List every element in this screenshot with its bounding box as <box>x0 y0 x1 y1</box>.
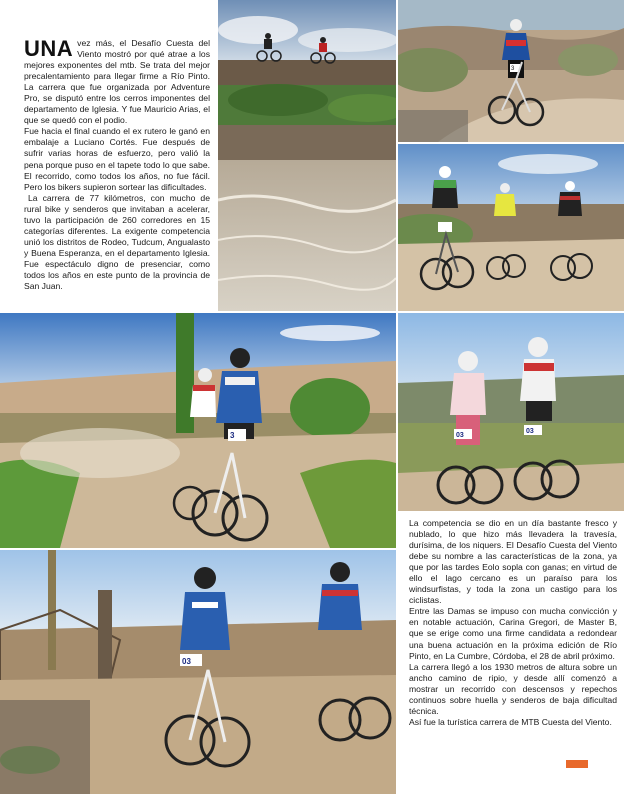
article-continued <box>409 518 617 728</box>
number-plate-3: 03 <box>456 432 464 439</box>
dropcap: UNA <box>24 36 74 61</box>
article-intro <box>24 38 210 292</box>
paragraph-7: Así fue la turística carrera de MTB Cuesta del Viento. <box>409 716 612 727</box>
photo-women-riders <box>398 313 624 511</box>
paragraph-1: vez más, el Desafío Cuesta del Viento mostró por qué atrae a los mejores exponentes del mtb. Se trata del mejor precalentamiento para llegar firme a Río Pinto. La carrera que fue organizada por Adventure Pro, se disputó entre los cerros imponentes del departamento de Iglesia. Y fue Mauricio Arias, el que se quedó con el podio. <box>24 38 210 126</box>
paragraph-3: La carrera de 77 kilómetros, con mucho de rural bike y senderos que invitaban a acelerar, tuvo la participación de 260 corredores en 15 categorías diferentes. La exigente competencia unió los distritos de Rodeo, Tudcum, Angualasto y Buena Esperanza, en el departamento Iglesia. Fue espectáculo digno de presenciar, como todos los años en este punto de la provincia de San Juan. <box>24 192 210 292</box>
number-plate-5: 03 <box>182 657 191 666</box>
number-plate-2: 3 <box>230 431 235 440</box>
photo-three-riders <box>398 144 624 311</box>
paragraph-4: La competencia se dio en un día bastante fresco y nublado, lo que hizo más llevadera la travesía, durísima, de los niquers. El Desafío Cuesta del Viento debe su nombre a las características de la zona, ya que por las tardes Eolo sopla con ganas; en virtud de ello el lago cercano es un paraíso para los windsurfistas, y toda la zona un castigo para los ciclistas. <box>409 518 617 606</box>
paragraph-2: Fue hacia el final cuando el ex rutero le ganó en embalaje a Luciano Cortés. Fue después de sufrir varias horas de esfuerzo, pero valió la pena porque puso en el tapete todo lo que sabe. El recorrido, como todos los años, no fue fácil. Pero los bikers supieron sortear las dificultades. <box>24 126 210 192</box>
photo-blue-riders <box>0 550 396 794</box>
photo-two-riders-dust <box>0 313 396 548</box>
number-plate-1: 3 <box>511 66 515 72</box>
paragraph-6: La carrera llegó a los 1930 metros de altura sobre un ancho camino de ripio, y desde allí comenzó a mostrar un recorrido con descensos y repechos continuos sobre huella y senderos de baja dificultad técnica. <box>409 661 617 716</box>
paragraph-5: Entre las Damas se impuso con mucha convicción y en notable actuación, Carina Gregori, de Master B, que se erige como una firme candidata a redondear una buena actuación en la próxima edición de Río Pinto, en La Cumbre, Córdoba, el 28 de abril próximo. <box>409 606 617 661</box>
number-plate-4: 03 <box>526 428 534 435</box>
photo-rider-hill <box>398 0 624 142</box>
photo-river-riders <box>218 0 396 311</box>
page-tab <box>566 760 588 768</box>
